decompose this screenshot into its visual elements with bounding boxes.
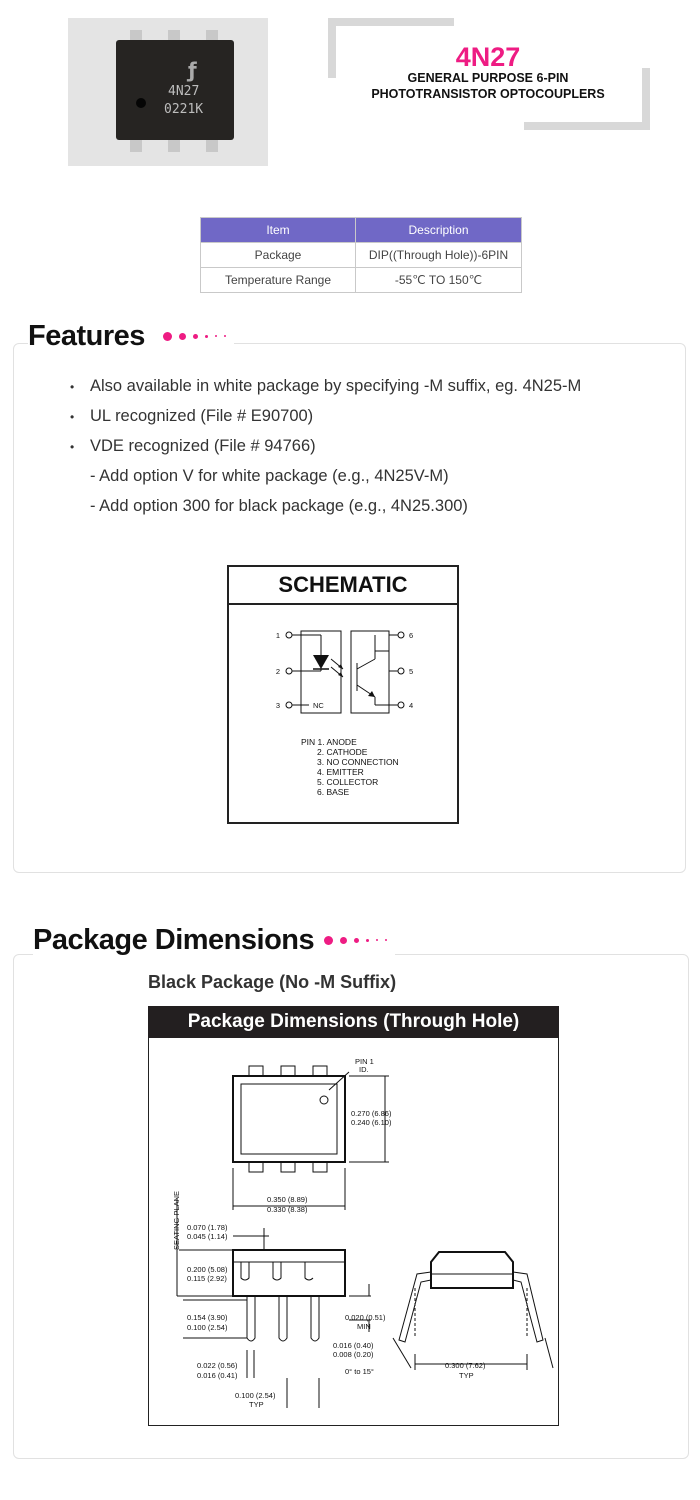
chip-pin: [130, 138, 142, 152]
fairchild-logo-icon: ƒ: [188, 58, 197, 82]
dim-label: 0.022 (0.56): [197, 1361, 238, 1370]
decorative-dots-icon: [163, 332, 226, 341]
dim-label: TYP: [249, 1400, 264, 1409]
spec-table-header: [201, 218, 522, 243]
dim-label: 0.270 (6.86): [351, 1109, 392, 1118]
dim-label: MIN: [357, 1322, 371, 1331]
pin-list-item: 4. EMITTER: [317, 767, 364, 777]
seating-plane-label: SEATING PLANE: [172, 1190, 181, 1250]
title-frame: [328, 18, 336, 78]
pin-list-item: 3. NO CONNECTION: [317, 757, 399, 767]
title-frame: [524, 122, 650, 130]
pin-number: 3: [275, 701, 280, 710]
dim-label: 0.200 (5.08): [187, 1265, 228, 1274]
dim-label: 0.016 (0.40): [333, 1341, 374, 1350]
chip-marking-line1: 4N27: [168, 84, 200, 99]
pin-number: 1: [275, 631, 280, 640]
chip-pin: [168, 138, 180, 152]
pin-list-item: 2. CATHODE: [317, 747, 368, 757]
column-header: Item: [201, 218, 356, 243]
dim-label: ID.: [359, 1065, 369, 1074]
subtitle-line: PHOTOTRANSISTOR OPTOCOUPLERS: [371, 87, 605, 101]
schematic-diagram: [227, 565, 459, 824]
schematic-title: SCHEMATIC: [229, 567, 457, 605]
column-header: Description: [356, 218, 522, 243]
pin-list-item: PIN 1. ANODE: [301, 737, 357, 747]
dim-label: 0.045 (1.14): [187, 1232, 228, 1241]
dim-label: PIN 1: [355, 1057, 374, 1066]
drawing-title: Package Dimensions (Through Hole): [148, 1006, 559, 1038]
dim-label: 0° to 15°: [345, 1367, 374, 1376]
list-item: - Add option V for white package (e.g., 4N25V-M): [90, 467, 449, 485]
dim-label: 0.300 (7.62): [445, 1361, 486, 1370]
pin-list: [301, 737, 399, 797]
list-item: - Add option 300 for black package (e.g., 4N25.300): [90, 497, 468, 515]
list-item: • UL recognized (File # E90700): [70, 407, 314, 425]
pin-list-item: 5. COLLECTOR: [317, 777, 379, 787]
table-row: [201, 243, 522, 268]
chip-body: [116, 40, 234, 140]
pin-number: 6: [409, 631, 414, 640]
chip-marking-line2: 0221K: [164, 102, 204, 117]
list-item: • VDE recognized (File # 94766): [70, 437, 316, 455]
subtitle-line: GENERAL PURPOSE 6-PIN: [407, 71, 569, 85]
dim-label: 0.240 (6.10): [351, 1118, 392, 1127]
dim-label: TYP: [459, 1371, 474, 1380]
product-photo: [68, 18, 268, 166]
dim-label: 0.154 (3.90): [187, 1313, 228, 1322]
table-row: [201, 268, 522, 293]
pin1-dot-icon: [136, 98, 146, 108]
dim-label: 0.100 (2.54): [187, 1323, 228, 1332]
title-frame: [328, 18, 454, 26]
list-item: • Also available in white package by specifying -M suffix, eg. 4N25-M: [70, 377, 582, 395]
dim-label: 0.016 (0.41): [197, 1371, 238, 1380]
dim-label: 0.115 (2.92): [187, 1274, 227, 1283]
dim-label: 0.070 (1.78): [187, 1223, 228, 1232]
section-title: Package Dimensions: [33, 923, 315, 956]
nc-label: NC: [313, 701, 324, 710]
features-list: [70, 371, 670, 521]
package-drawing: [149, 1038, 557, 1424]
table-cell: -55℃ TO 150℃: [356, 268, 522, 293]
dim-label: 0.350 (8.89): [267, 1195, 308, 1204]
spec-table: [200, 217, 522, 293]
section-title: Features: [28, 319, 145, 352]
pin-list-item: 6. BASE: [317, 787, 350, 797]
part-number: 4N27: [455, 42, 521, 72]
chip-pin: [206, 138, 218, 152]
schematic-circuit: [229, 605, 457, 725]
table-cell: DIP((Through Hole))-6PIN: [356, 243, 522, 268]
features-header: [28, 316, 234, 356]
table-cell: Temperature Range: [201, 268, 356, 293]
product-subtitle: [340, 70, 636, 102]
pin-number: 4: [409, 701, 414, 710]
title-frame: [642, 68, 650, 130]
dim-label: 0.330 (8.38): [267, 1205, 308, 1214]
pin-number: 2: [275, 667, 280, 676]
dim-label: 0.020 (0.51): [345, 1313, 386, 1322]
dim-label: 0.100 (2.54): [235, 1391, 276, 1400]
decorative-dots-icon: [324, 936, 387, 945]
dim-label: 0.008 (0.20): [333, 1350, 374, 1359]
package-variant-label: Black Package (No -M Suffix): [148, 972, 397, 992]
package-header: [33, 920, 395, 960]
table-cell: Package: [201, 243, 356, 268]
pin-number: 5: [409, 667, 414, 676]
